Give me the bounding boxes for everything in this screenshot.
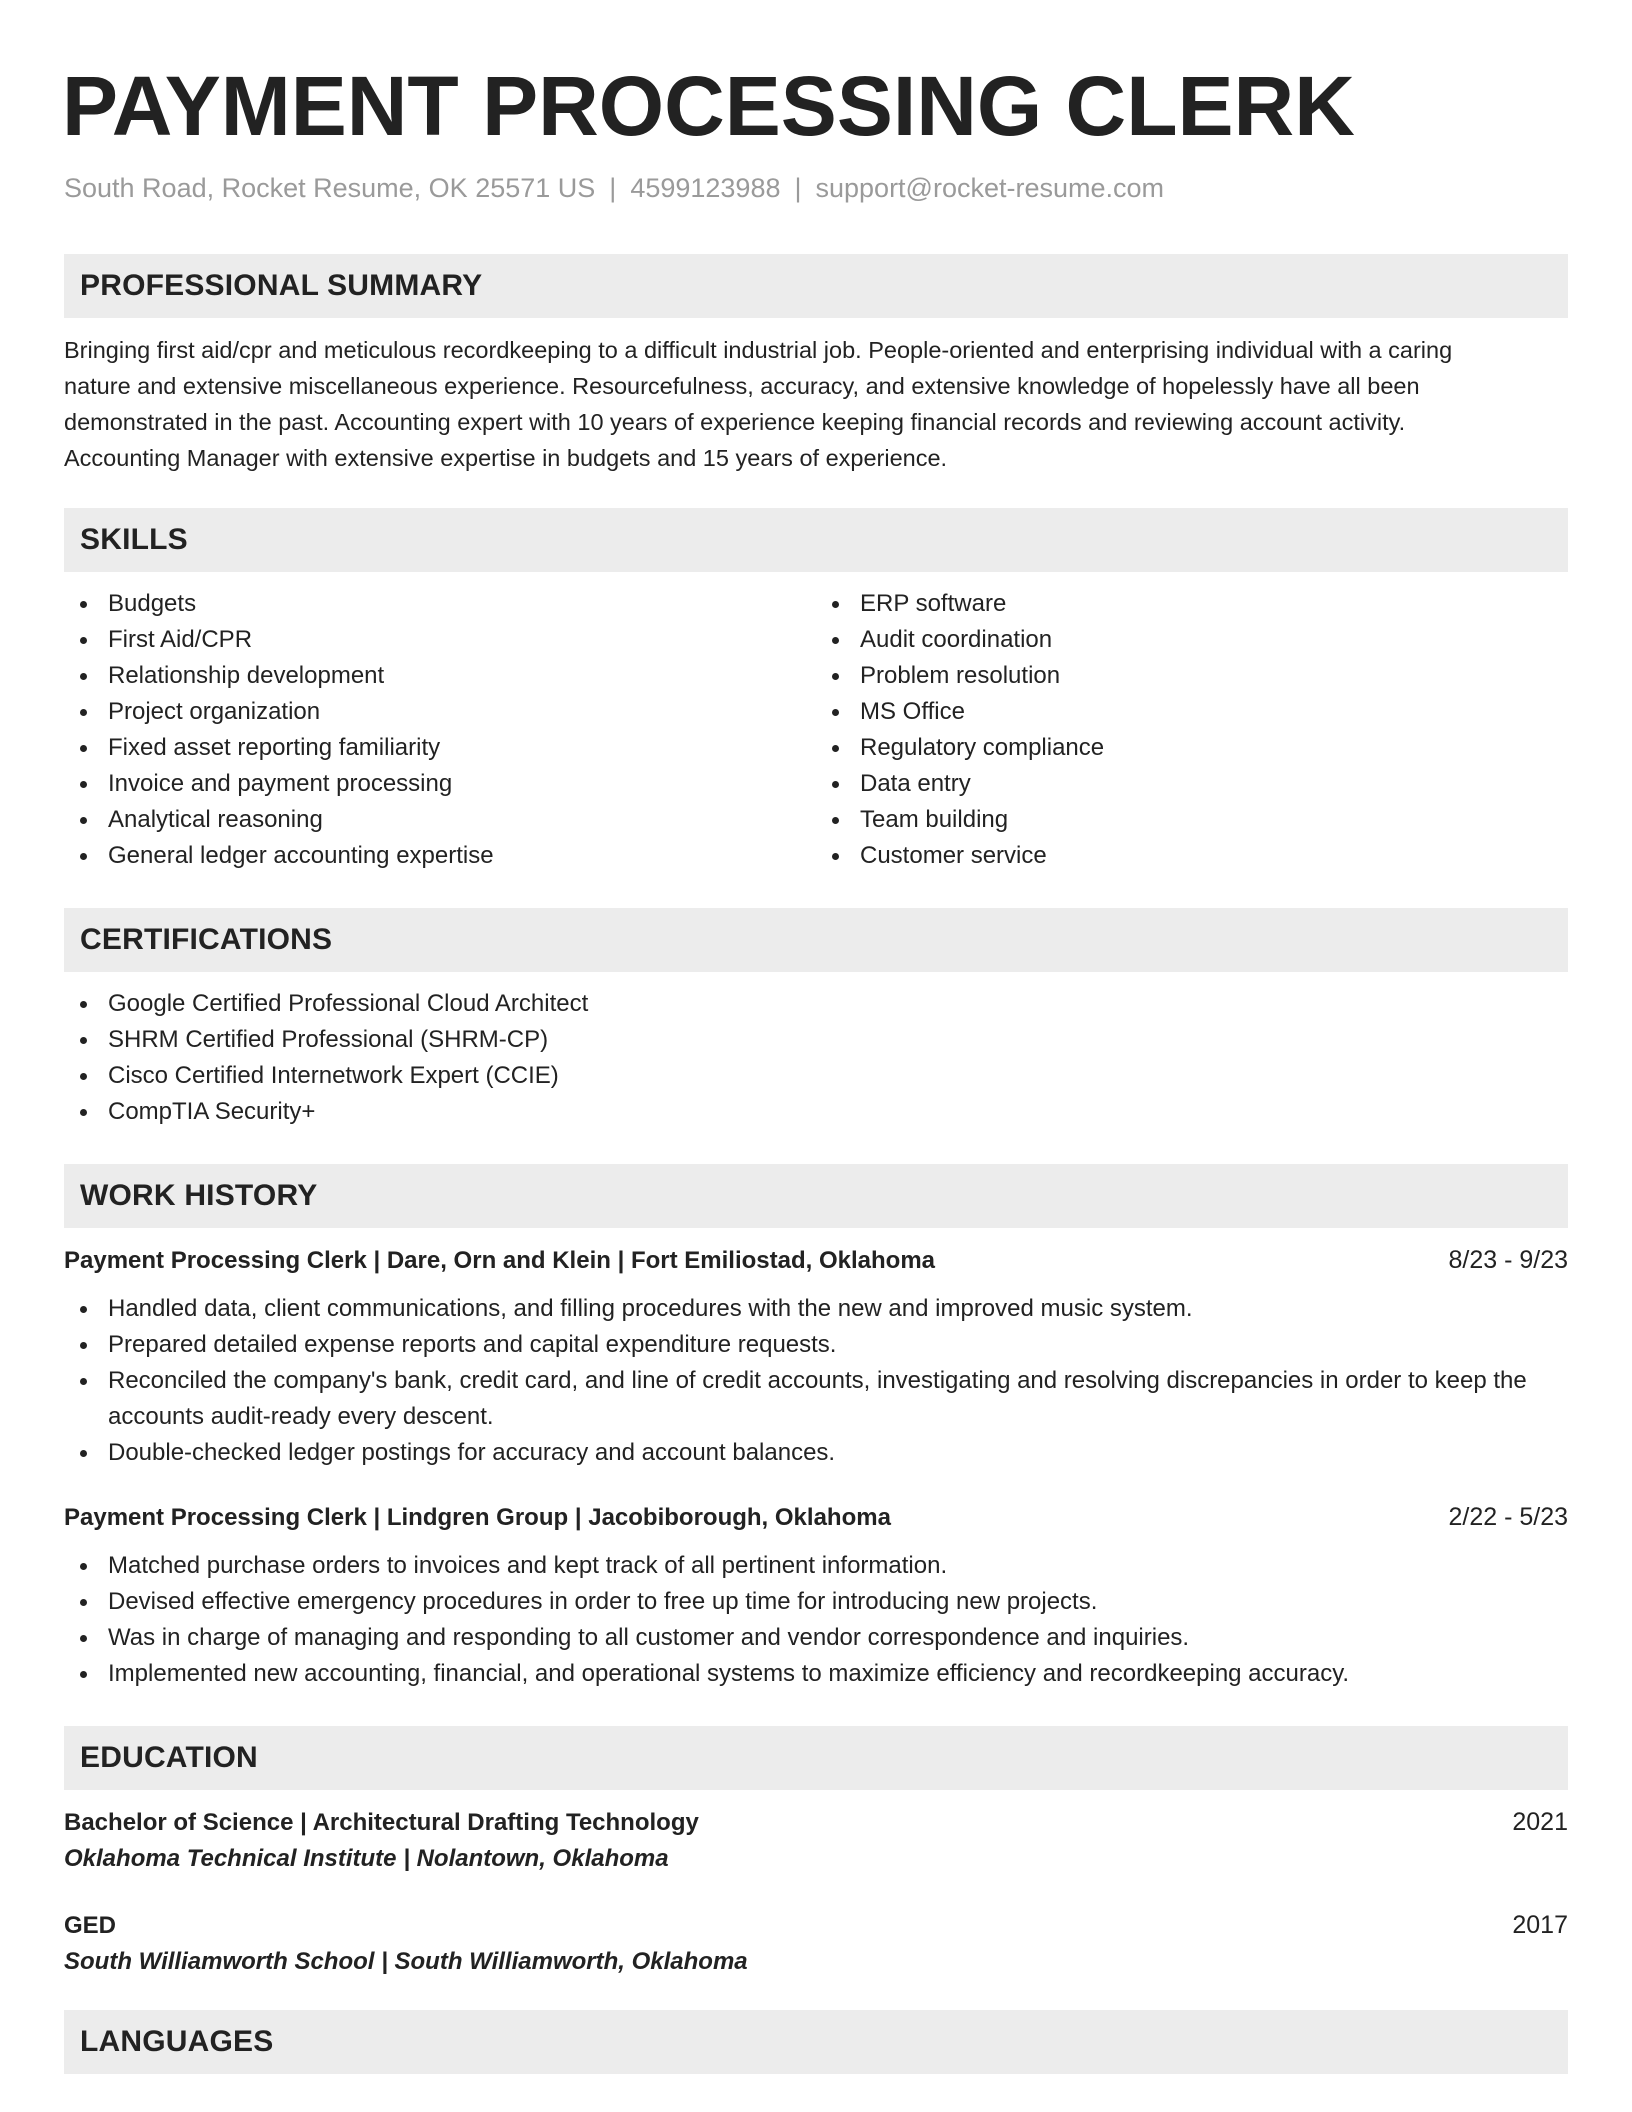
education-school: Oklahoma Technical Institute | Nolantown, Oklahoma (64, 1845, 669, 1873)
skill-item: Regulatory compliance (816, 730, 1568, 766)
certification-item: SHRM Certified Professional (SHRM-CP) (64, 1022, 1568, 1058)
job-bullet: Prepared detailed expense reports and capital expenditure requests. (64, 1327, 1568, 1363)
skill-item: Relationship development (64, 658, 816, 694)
contact-line (64, 172, 1568, 204)
education-entry (64, 1911, 1568, 1976)
job-bullets (64, 1548, 1568, 1692)
contact-separator: | (609, 173, 617, 203)
section-heading-skills: SKILLS (64, 508, 1568, 572)
job-bullet: Implemented new accounting, financial, and operational systems to maximize efficiency and recordkeeping accuracy. (64, 1656, 1568, 1692)
certification-item: Cisco Certified Internetwork Expert (CCIE) (64, 1058, 1568, 1094)
section-heading-summary: PROFESSIONAL SUMMARY (64, 254, 1568, 318)
skill-item: General ledger accounting expertise (64, 838, 816, 874)
education-header (64, 1911, 1568, 1940)
job-header (64, 1246, 1568, 1275)
contact-separator: | (794, 173, 802, 203)
skill-item: First Aid/CPR (64, 622, 816, 658)
skill-item: Budgets (64, 586, 816, 622)
job-bullet: Matched purchase orders to invoices and kept track of all pertinent information. (64, 1548, 1568, 1584)
skill-item: Data entry (816, 766, 1568, 802)
skill-item: Team building (816, 802, 1568, 838)
certifications-list (64, 986, 1568, 1130)
skill-item: ERP software (816, 586, 1568, 622)
job-bullets (64, 1291, 1568, 1471)
summary-line: Bringing first aid/cpr and meticulous recordkeeping to a difficult industrial job. People-oriented and enterprising individual with a caring (64, 337, 1453, 364)
skills-list (64, 586, 1568, 874)
section-heading-work-history: WORK HISTORY (64, 1164, 1568, 1228)
job-bullet: Was in charge of managing and responding to all customer and vendor correspondence and inquiries. (64, 1620, 1568, 1656)
job-bullet: Devised effective emergency procedures in order to free up time for introducing new projects. (64, 1584, 1568, 1620)
skills-column-right (816, 586, 1568, 874)
job-entry (64, 1503, 1568, 1692)
skills-column-left (64, 586, 816, 874)
job-header (64, 1503, 1568, 1532)
education-header (64, 1808, 1568, 1837)
certification-item: Google Certified Professional Cloud Architect (64, 986, 1568, 1022)
education-school: South Williamworth School | South Williamworth, Oklahoma (64, 1948, 748, 1976)
skill-item: Fixed asset reporting familiarity (64, 730, 816, 766)
job-bullet: Handled data, client communications, and filling procedures with the new and improved music system. (64, 1291, 1568, 1327)
job-title: Payment Processing Clerk | Lindgren Group | Jacobiborough, Oklahoma (64, 1504, 891, 1532)
education-year: 2017 (1512, 1911, 1568, 1940)
job-entry (64, 1246, 1568, 1471)
skill-item: Audit coordination (816, 622, 1568, 658)
summary-line: demonstrated in the past. Accounting expert with 10 years of experience keeping financial records and reviewing account activity. (64, 409, 1406, 436)
education-degree: GED (64, 1912, 117, 1940)
section-heading-certifications: CERTIFICATIONS (64, 908, 1568, 972)
job-bullet: Reconciled the company's bank, credit card, and line of credit accounts, investigating and resolving discrepancies in order to keep the accounts audit-ready every descent. (64, 1363, 1568, 1435)
job-dates: 8/23 - 9/23 (1448, 1246, 1568, 1275)
education-entry (64, 1808, 1568, 1873)
contact-address: South Road, Rocket Resume, OK 25571 US (64, 173, 596, 203)
education-degree: Bachelor of Science | Architectural Drafting Technology (64, 1809, 699, 1837)
education-year: 2021 (1512, 1808, 1568, 1837)
skill-item: Problem resolution (816, 658, 1568, 694)
section-heading-education: EDUCATION (64, 1726, 1568, 1790)
summary-text (64, 332, 1568, 476)
job-dates: 2/22 - 5/23 (1448, 1503, 1568, 1532)
skill-item: Customer service (816, 838, 1568, 874)
certification-item: CompTIA Security+ (64, 1094, 1568, 1130)
contact-phone: 4599123988 (630, 173, 781, 203)
summary-line: nature and extensive miscellaneous experience. Resourcefulness, accuracy, and extensive knowledge of hopelessly have all been (64, 373, 1420, 400)
skill-item: Project organization (64, 694, 816, 730)
section-heading-languages: LANGUAGES (64, 2010, 1568, 2074)
summary-line: Accounting Manager with extensive expertise in budgets and 15 years of experience. (64, 445, 948, 472)
skill-item: Analytical reasoning (64, 802, 816, 838)
job-bullet: Double-checked ledger postings for accuracy and account balances. (64, 1435, 1568, 1471)
candidate-name: PAYMENT PROCESSING CLERK (62, 59, 1355, 153)
contact-email[interactable]: support@rocket-resume.com (815, 173, 1165, 203)
skill-item: MS Office (816, 694, 1568, 730)
skill-item: Invoice and payment processing (64, 766, 816, 802)
job-title: Payment Processing Clerk | Dare, Orn and Klein | Fort Emiliostad, Oklahoma (64, 1247, 936, 1275)
